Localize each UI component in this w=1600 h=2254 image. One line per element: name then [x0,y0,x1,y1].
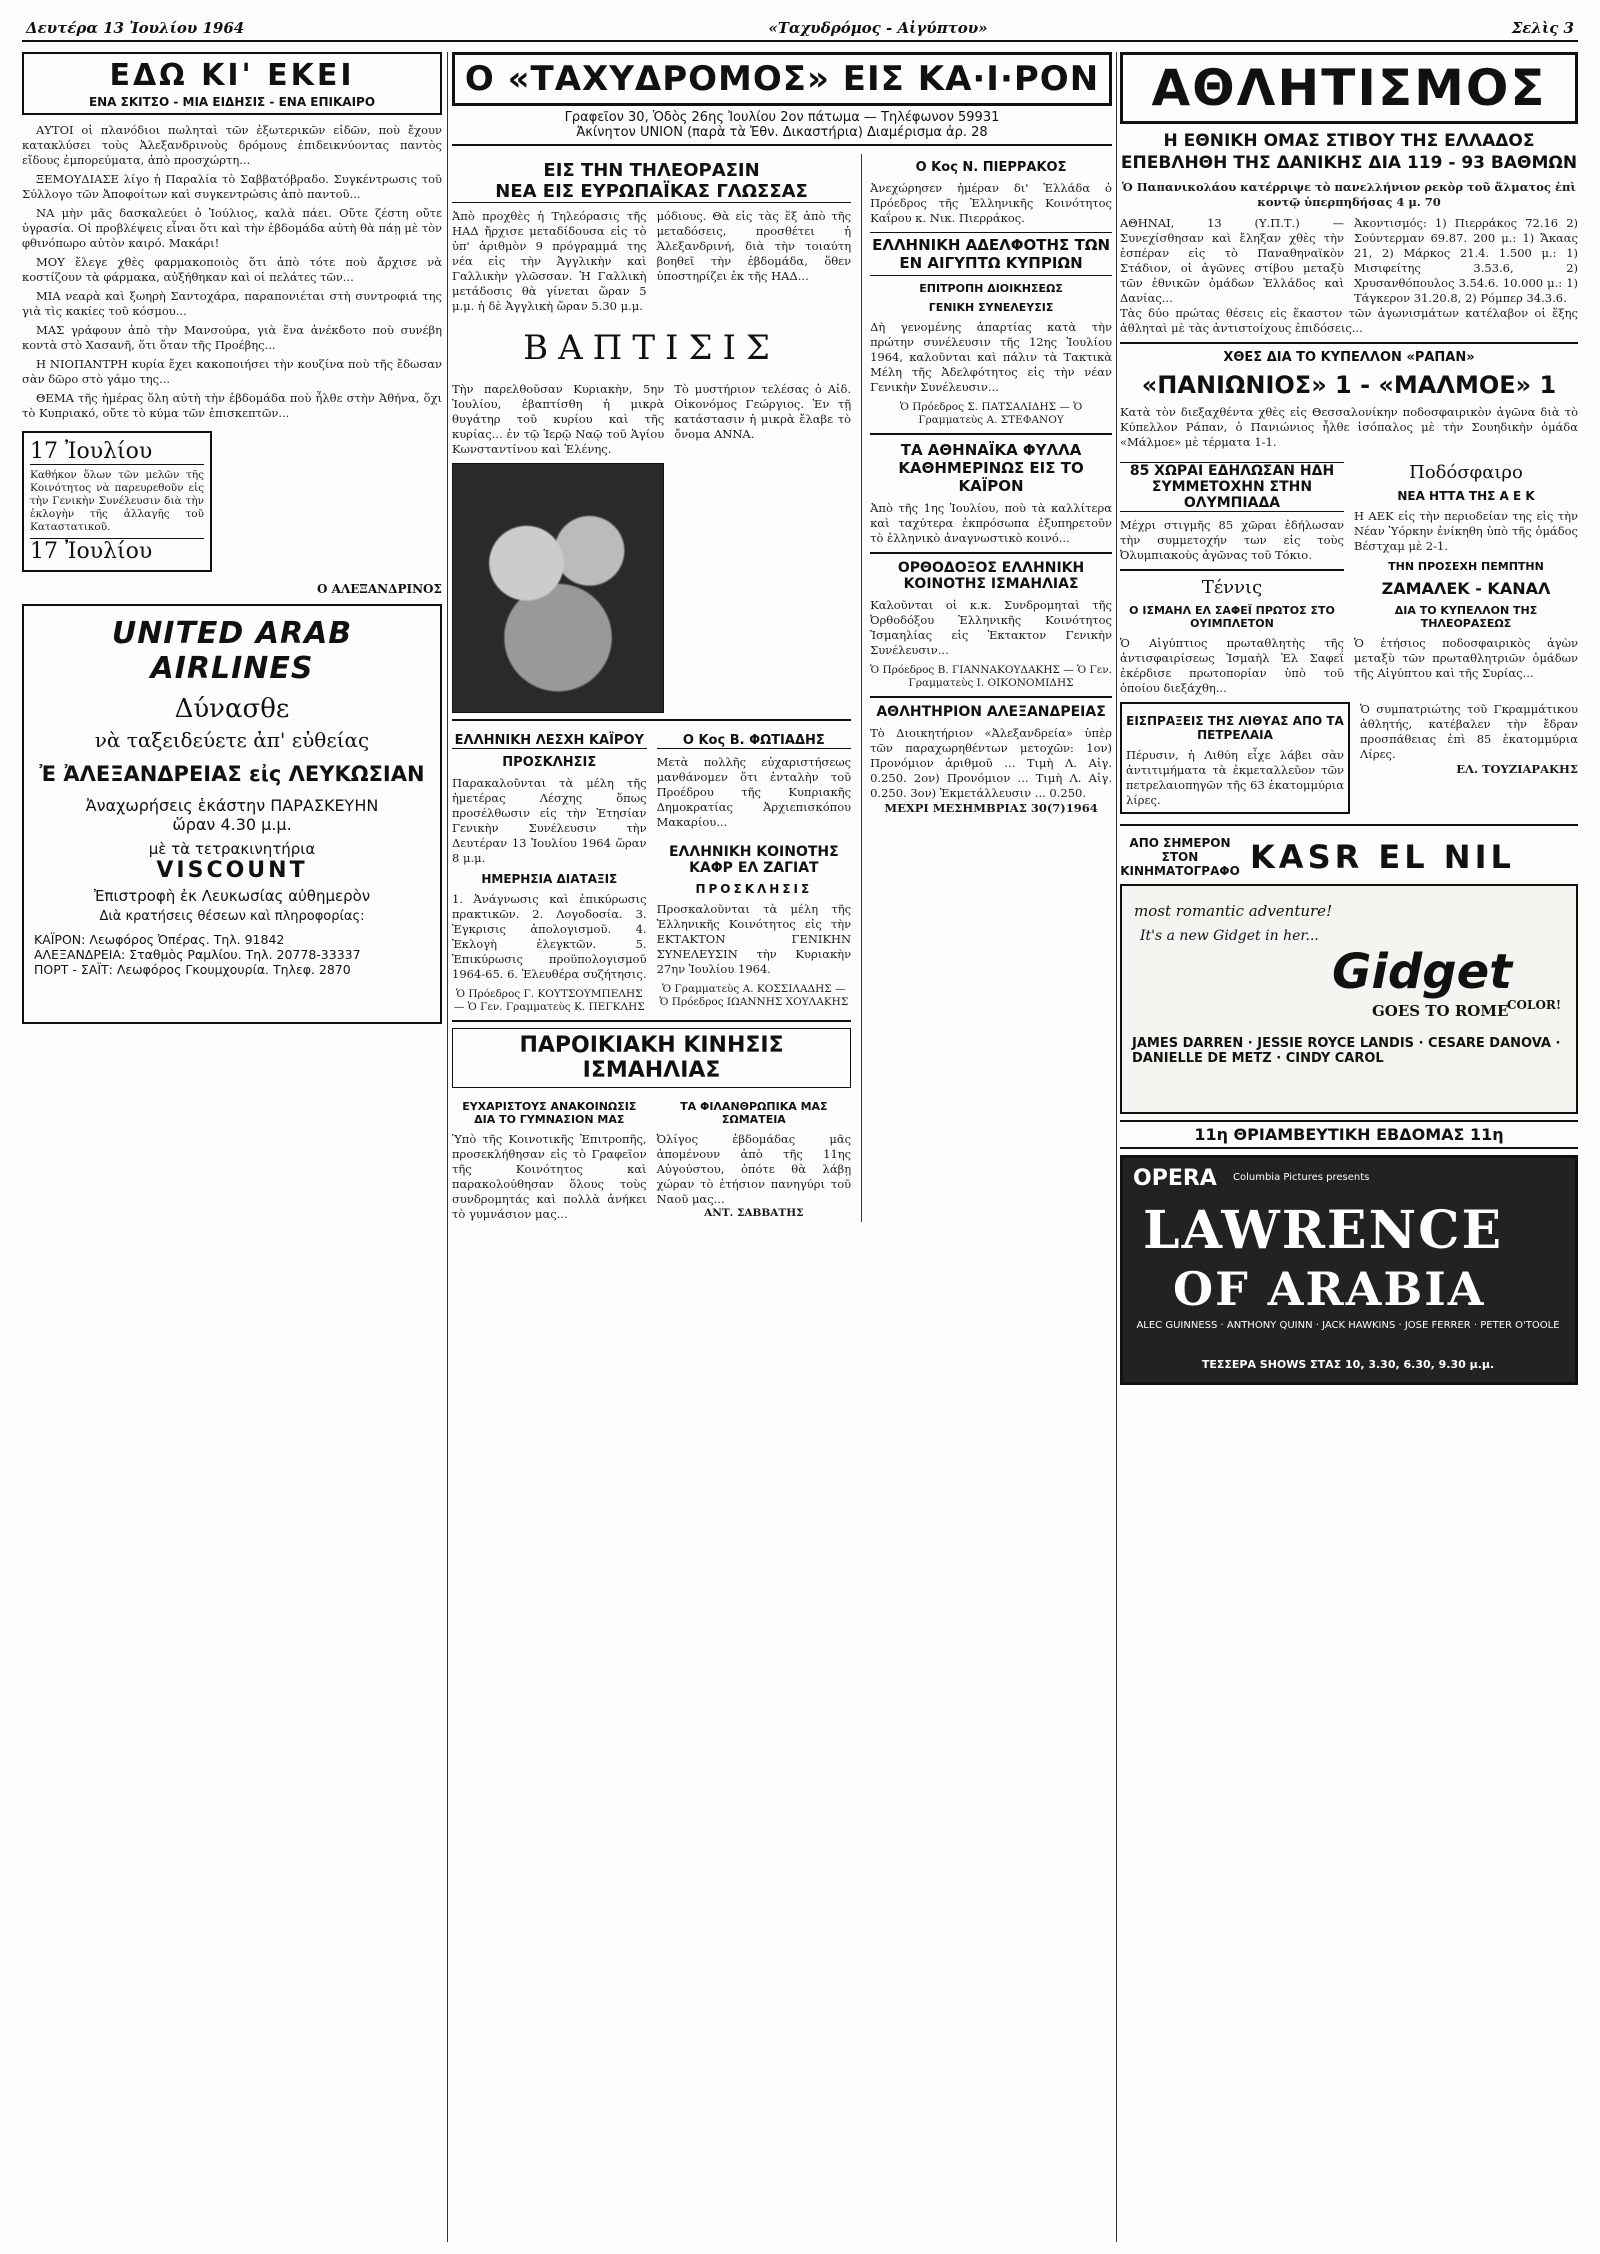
lesxi-title: ΕΛΛΗΝΙΚΗ ΛΕΣΧΗ ΚΑΪΡΟΥ [452,733,647,749]
sports-text: ΑΘΗΝΑΙ, 13 (Υ.Π.Τ.) — Συνεχίσθησαν καὶ ἔληξαν χθὲς τὴν ἑσπέραν εἰς τὸ Παναθηναϊκὸν Στάδιον, οἱ ἀγῶνες στίβου μεταξὺ τῶν ἐθνικῶν ὁμάδων Ἑλλάδος καὶ Δανίας... [1120,216,1344,305]
uaa-contact: ΠΟΡΤ - ΣΑΪΤ: Λεωφόρος Γκουμχουρία. Τηλεφ. 2870 [34,962,351,977]
rapan-cup-title: ΧΘΕΣ ΔΙΑ ΤΟ ΚΥΠΕΛΛΟΝ «ΡΑΠΑΝ» [1223,350,1475,365]
paragraph: ΘΕΜΑ τῆς ἡμέρας ὅλη αὐτὴ τὴν ἑβδομάδα ποὺ ἦλθε στὴν Ἀθήνα, ὅχι τὸ Κυπριακό, οὔτε τὸ κύμα τῶν ἐπισκεπτῶν... [22,391,442,420]
film-shows: ΤΕΣΣΕΡΑ SHOWS ΣΤΑΣ 10, 3.30, 6.30, 9.30 μ.μ. [1201,1358,1495,1371]
lesxi-agenda: 1. Ἀνάγνωσις καὶ ἐπικύρωσις πρακτικῶν. 2. Λογοδοσία. 3. Ἐγκρισις ἀπολογισμοῦ. 4. Ἐκλογὴ ἐλεγκτῶν. 5. Ἐπικύρωσις προϋπολογισμοῦ 1964-65. 6. Ἐλευθέρα συζήτησις. [452,892,647,981]
header-page: Σελὶς 3 [1511,19,1574,37]
column-center [452,52,1112,2242]
uaa-line: Ἐπιστροφὴ ἐκ Λευκωσίας αὐθημερὸν [93,887,371,905]
author-signature: Ο ΑΛΕΞΑΝΔΡΙΝΟΣ [317,582,442,596]
page-header [22,12,1578,42]
uaa-contact: ΑΛΕΞΑΝΔΡΕΙΑ: Σταθμὸς Ραμλίου. Τηλ. 20778-33337 [34,947,361,962]
paragraph: Η ΝΙΟΠΑΝΤΡΗ κυρία ἔχει κακοποιήσει τὴν κουζίνα ποὺ τῆς ἔδωσαν σὰν δῶρο στὸ γάμο της... [22,357,442,386]
cairo-masthead [452,52,1112,106]
paragraph: ΑΥΤΟΙ οἱ πλανόδιοι πωληταὶ τῶν ἐξωτερικῶν εἰδῶν, ποὺ ἔχουν κατακλύσει τοὺς Ἀλεξανδρινοὺς δρόμους ἐπιδεικνύοντας παντὸς εἴδους ἐμπορεύματα, ἀπὸ προσχώρτη... [22,123,442,167]
uaa-line: ὥραν 4.30 μ.μ. [172,815,292,834]
date-notice-text: Καθήκον ὅλων τῶν μελῶν τῆς Κοινότητος νὰ παρευρεθοῦν εἰς τὴν Γενικὴν Συνέλευσιν διὰ τὴν ἐκλογὴν τῆς ἀλλαγῆς τοῦ Καταστατικοῦ. [30,469,204,533]
edo-kiekei-title: ΕΔΩ ΚΙ' ΕΚΕΙ [109,58,355,93]
libya-title: ΕΙΣΠΡΑΞΕΙΣ ΤΗΣ ΛΙΘΥΑΣ ΑΠΟ ΤΑ ΠΕΤΡΕΛΑΙΑ [1126,714,1344,742]
film-cast: ALEC GUINNESS · ANTHONY QUINN · JACK HAWKINS · JOSE FERRER · PETER O'TOOLE [1136,1320,1560,1331]
orthodox-title: ΟΡΘΟΔΟΞΟΣ ΕΛΛΗΝΙΚΗ ΚΟΙΝΟΤΗΣ ΙΣΜΑΗΛΙΑΣ [897,560,1085,592]
fyla-title: ΤΑ ΑΘΗΝΑΪΚΑ ΦΥΛΛΑ ΚΑΘΗΜΕΡΙΝΩΣ ΕΙΣ ΤΟ ΚΑΪΡΟΝ [898,441,1084,495]
tennis-text: Ὁ Αἰγύπτιος πρωταθλητὴς τῆς ἀντισφαιρίσεως Ἰσμαὴλ Ἐλ Σαφεΐ ἐκέρδισε πρωτοπορίαν ὑπὸ τοῦ ὁποίου διεξάχθη... [1120,636,1344,695]
adelfotis-subtitle-2: ΓΕΝΙΚΗ ΣΥΝΕΛΕΥΣΙΣ [928,301,1054,314]
ismailia-subtitle-2: ΤΑ ΦΙΛΑΝΘΡΩΠΙΚΑ ΜΑΣ ΣΩΜΑΤΕΙΑ [680,1100,828,1126]
tennis-subtitle: Ο ΙΣΜΑΗΛ ΕΛ ΣΑΦΕΪ ΠΡΩΤΟΣ ΣΤΟ ΟΥΙΜΠΛΕΤΟΝ [1129,604,1335,630]
baptism-photo [452,463,664,713]
baptisis-title: ΒΑΠΤΙΣΙΣ [523,328,780,368]
koinotis-text: Προσκαλοῦνται τὰ μέλη τῆς Ἑλληνικῆς Κοινότητος εἰς τὴν ΕΚΤΑΚΤΟΝ ΓΕΝΙΚΗΝ ΣΥΝΕΛΕΥΣΙΝ τὴν Κυριακὴν 27ην Ἰουλίου 1964. [656,902,852,976]
ismailia-subtitle: ΕΥΧΑΡΙΣΤΟΥΣ ΑΝΑΚΟΙΝΩΣΙΣ ΔΙΑ ΤΟ ΓΥΜΝΑΣΙΟΝ ΜΑΣ [462,1100,637,1126]
tv-headline-2: ΝΕΑ ΕΙΣ ΕΥΡΩΠΑΪΚΑΣ ΓΛΩΣΣΑΣ [495,181,808,202]
soccer-subtitle: ΝΕΑ ΗΤΤΑ ΤΗΣ Α Ε Κ [1397,489,1535,503]
gidget-color: COLOR! [1507,998,1562,1012]
paragraph: ΞΕΜΟΥΔΙΑΣΕ λίγο ἡ Παραλία τὸ Σαββατόβραδο. Συγκέντρωσις τοῦ Σύλλογο τῶν Ἀποφοίτων καὶ συγκεντρώσις ἀπὸ παντοῦ... [22,172,442,201]
pierrakos-title: Ο Κος Ν. ΠΙΕΡΡΑΚΟΣ [915,160,1067,175]
lawrence-of-arabia-ad [1120,1155,1578,1385]
fotiadis-title: Ο Κος Β. ΦΩΤΙΑΔΗΣ [657,733,852,749]
olympics-title: 85 ΧΩΡΑΙ ΕΔΗΛΩΣΑΝ ΗΔΗ ΣΥΜΜΕΤΟΧΗΝ ΣΤΗΝ ΟΛΥΜΠΙΑΔΑ [1120,462,1344,512]
paragraph: ΜΑΣ γράφουν ἀπὸ τὴν Μανσούρα, γιὰ ἕνα ἀνέκδοτο ποὺ συνέβη κοντὰ στὸ Χασανῆ, ὅτι ὅταν τῆς Προέβης... [22,323,442,352]
orthodox-signature: Ὁ Πρόεδρος Β. ΓΙΑΝΝΑΚΟΥΔΑΚΗΣ — Ὁ Γεν. Γραμματεὺς Ι. ΟΙΚΟΝΟΜΙΔΗΣ [870,664,1112,689]
masthead-address: Γραφεῖον 30, Ὁδὸς 26ης Ἰουλίου 2ον πάτωμα — Τηλέφωνον 59931 [564,110,1000,125]
fyla-text: Ἀπὸ τῆς 1ης Ἰουλίου, ποὺ τὰ καλλίτερα καὶ ταχύτερα ἐκπρόσωπα ἐξυπηρετοῦν τὸ ἑλληνικὸ ἀναγνωστικὸ κοινό... [870,501,1112,545]
gidget-title: Gidget [1332,944,1513,1000]
olympics-text: Μέχρι στιγμῆς 85 χῶραι ἐδήλωσαν τὴν συμμετοχήν των εἰς τοὺς Ὀλυμπιακοὺς ἀγῶνας τοῦ Τόκιο. [1120,518,1344,562]
uaa-route: Ἐ ἈΛΕΞΑΝΔΡΕΙΑΣ εἰς ΛΕΥΚΩΣΙΑΝ [39,762,425,786]
uaa-line: μὲ τὰ τετρακινητήρια [148,840,316,858]
soccer-subtitle-2: ΤΗΝ ΠΡΟΣΕΧΗ ΠΕΜΠΤΗΝ [1388,560,1544,573]
date-notice-footer: 17 Ἰουλίου [30,538,204,564]
date-notice-box [22,431,212,572]
column-rule [1116,52,1117,2242]
column-right [1120,52,1578,2242]
uaa-line: νὰ ταξειδεύετε ἀπ' εὐθείας [94,728,370,752]
opera-presents: Columbia Pictures presents [1233,1172,1370,1183]
tennis-title: Τέννις [1201,577,1263,598]
gidget-ad [1120,884,1578,1114]
newspaper-page [22,12,1578,2242]
tv-text: Ἀπὸ προχθὲς ἡ Τηλεόρασις τῆς ΗΑΔ ἤρχισε μεταδίδουσα εἰς τὸ ὑπ' ἀριθμὸν 9 πρόγραμμά της νέα εἰς τὴν Ἀγγλικὴν καὶ Γαλλικὴν γλῶσσαν. Ἡ Γαλλικὴ μετάδοσις θὰ γίνεται ὥραν 5 μ.μ. ἡ δὲ Ἀγγλικὴ ὥραν 5.30 μ.μ. [452,209,647,313]
gidget-cast: JAMES DARREN · JESSIE ROYCE LANDIS · CESARE DANOVA · DANIELLE DE METZ · CINDY CAROL [1132,1036,1561,1066]
soccer-text: Η ΑΕΚ εἰς τὴν περιοδείαν της εἰς τὴν Νέαν Ὑόρκην ἐνίκηθη ὑπὸ τῆς ὁμάδος Βέστχαμ μὲ 2-1. [1354,509,1578,553]
film-week-banner: 11η ΘΡΙΑΜΒΕΥΤΙΚΗ ΕΒΔΟΜΑΣ 11η [1120,1120,1578,1149]
rapan-cup-score: «ΠΑΝΙΩΝΙΟΣ» 1 - «ΜΑΛΜΟΕ» 1 [1141,371,1557,399]
sports-results: Ἀκοντισμός: 1) Πιερράκος 72.16 2) Σούντερμαν 69.87. 200 μ.: 1) Ἄκαας 21, 2) Μάρκος 21.4. 1.500 μ.: 1) Μισιφείτης 3.53.6, 2) Χρυσανθόπουλος 3.54.6. 10.000 μ.: 1) Τάγκερον 31.20.8, 2) Ρόμπερ 34.3.6. [1354,216,1578,305]
tv-headline [452,160,851,203]
koinotis-title: ΕΛΛΗΝΙΚΗ ΚΟΙΝΟΤΗΣ ΚΑΦΡ ΕΛ ΖΑΓΙΑΤ [668,844,839,876]
adelfotis-text: Δὴ γενομένης ἀπαρτίας κατὰ τὴν πρώτην συνέλευσιν τῆς 12ης Ἰουλίου 1964, καλοῦνται καὶ πάλιν τὰ Τακτικὰ Μέλη τῆς Ἀδελφότητος εἰς τὴν νέαν Γενικὴν Συνέλευσιν... [870,320,1112,394]
paragraph: ΜΙΑ νεαρὰ καὶ ξωηρὴ Σαντοχάρα, παραπονιέται στὴ συντροφιά της γιὰ τὶς κακίες τοῦ κόσμου... [22,289,442,318]
uaa-line: Δύνασθε [174,694,290,724]
soccer-subtitle-3: ΔΙΑ ΤΟ ΚΥΠΕΛΛΟΝ ΤΗΣ ΤΗΛΕΟΡΑΣΕΩΣ [1394,604,1538,630]
united-arab-airlines-ad [22,604,442,1024]
alexandria-text: Τὸ Διοικητήριον «Ἀλεξανδρεία» ὑπὲρ τῶν παραχωρηθέντων μετοχῶν: 1ον) Προνόμιον ἀριθμοῦ ... Τιμὴ Λ. Αἰγ. 0.250. 2ον) Προνόμιον ... Τιμὴ Λ. Αἰγ. 0.250. 3ον) Ἐκμετάλλευσιν ... 0.250. [870,726,1112,800]
cinema-heading: ΑΠΟ ΣΗΜΕΡΟΝ ΣΤΟΝ ΚΙΝΗΜΑΤΟΓΡΑΦΟ [1120,836,1240,878]
koinotis-subtitle: ΠΡΟΣΚΛΗΣΙΣ [695,882,813,896]
column-rule [447,52,448,2242]
sports-subheadline: Ὁ Παπανικολάου κατέρριψε τὸ πανελλήνιον ρεκὸρ τοῦ ἅλματος ἐπὶ κοντῷ ὑπερπηδήσας 4 μ. 70 [1122,180,1576,209]
gidget-tagline: most romantic adventure! [1134,902,1333,920]
sports-text: Ὁ συμπατριώτης τοῦ Γκραμμάτικου ἀθλητής, κατέβαλεν τὴν ἔδραν προσπάθειας ἐπὶ 85 ἑκατομμύρια Λίρες. [1360,702,1578,761]
film-title-2: OF ARABIA [1173,1262,1486,1316]
ismailia-signature: ΑΝΤ. ΣΑΒΒΑΤΗΣ [704,1207,804,1219]
ismailia-text-2: Ὀλίγος ἐβδομάδας μᾶς ἀπομένουν ἀπὸ τῆς 11ης Αὐγούστου, ὁπότε θὰ λάβῃ χώραν τὸ ἐτήσιον πανηγύρι τοῦ Ναοῦ μας... [656,1132,852,1206]
adelfotis-subtitle: ΕΠΙΤΡΟΠΗ ΔΙΟΙΚΗΣΕΩΣ [919,282,1063,295]
uaa-line: Ἀναχωρήσεις ἑκάστην ΠΑΡΑΣΚΕΥΗΝ [85,796,379,815]
baptisis-text: Τὴν παρελθοῦσαν Κυριακὴν, 5ην Ἰουλίου, ἐβαπτίσθη ἡ μικρὰ θυγάτηρ τοῦ κυρίου καὶ τῆς κυρίας... ἐν τῷ Ἱερῷ Ναῷ τοῦ Ἁγίου Κωνσταντίνου καὶ Ἑλένης. [452,382,665,456]
edo-kiekei-text [22,123,442,421]
uaa-aircraft: VISCOUNT [156,858,308,883]
pierrakos-text: Ἀνεχώρησεν ἡμέραν δι' Ἑλλάδα ὁ Πρόεδρος τῆς Ἑλληνικῆς Κοινότητος Καΐρου κ. Νικ. Πιερράκος. [870,181,1112,225]
opera-logo: OPERA [1133,1166,1217,1191]
sports-title: ΑΘΛΗΤΙΣΜΟΣ [1151,59,1547,117]
lesxi-agenda-title: ΗΜΕΡΗΣΙΑ ΔΙΑΤΑΞΙΣ [481,872,618,886]
alexandria-title: ΑΘΛΗΤΗΡΙΟΝ ΑΛΕΞΑΝΔΡΕΙΑΣ [876,704,1106,720]
orthodox-text: Καλοῦνται οἱ κ.κ. Συνδρομηταὶ τῆς Ὀρθοδόξου Ἑλληνικῆς Κοινότητος Ἰσμαηλίας εἰς Ἐκτακτον Γενικὴν Συνέλευσιν... [870,598,1112,657]
uaa-contact: ΚΑΪΡΟΝ: Λεωφόρος Ὀπέρας. Τηλ. 91842 [34,932,285,947]
cairo-masthead-title: Ο «ΤΑΧΥΔΡΟΜΟΣ» ΕΙΣ ΚΑ·Ι·ΡΟΝ [464,59,1100,99]
edo-kiekei-subtitle: ΕΝΑ ΣΚΙΤΣΟ - ΜΙΑ ΕΙΔΗΣΙΣ - ΕΝΑ ΕΠΙΚΑΙΡΟ [88,95,376,109]
film-title-1: LAWRENCE [1143,1200,1504,1261]
ismailia-text: Ὑπὸ τῆς Κοινοτικῆς Ἐπιτροπῆς, προσεκλήθησαν εἰς τὸ Γραφεῖον τῆς Κοινότητος καὶ παρακολούθησαν ὅλους τοὺς συνδρομητάς καὶ πολλὰ ἀνήκει τὸ γυμνάσιον μας... [452,1132,647,1221]
lesxi-signature: Ὁ Πρόεδρος Γ. ΚΟΥΤΣΟΥΜΠΕΛΗΣ — Ὁ Γεν. Γραμματεὺς Κ. ΠΕΓΚΛΗΣ [453,988,645,1013]
paragraph: ΝΑ μὴν μᾶς δασκαλεύει ὁ Ἰούλιος, καλὰ πάει. Οὔτε ζέστη οὔτε ὑγρασία. Οἱ προβλέψεις εἶναι ὅτι καὶ τὴν ἑβδομάδα αὐτὴ θὰ πάῃ μὲ τὸν φθινόπωρο αὐτὸν καιρό. Μακάρι! [22,206,442,250]
ismailia-title: ΠΑΡΟΙΚΙΑΚΗ ΚΙΝΗΣΙΣ ΙΣΜΑΗΛΙΑΣ [452,1028,851,1088]
sports-text: Τὰς δύο πρώτας θέσεις εἰς ἕκαστον τῶν ἀγωνισμάτων κατέλαβον οἱ ἕξης ἀθληταὶ μὲ τὰς ἀντιστοίχους ἐπιδόσεις... [1120,306,1578,335]
soccer-match: ΖΑΜΑΛΕΚ - ΚΑΝΑΛ [1381,579,1551,598]
baptisis-text: Τὸ μυστήριον τελέσας ὁ Αἰδ. Οἰκονόμος Γεώργιος. Ἐν τῇ κατάστασιν ἡ μικρὰ ἔλαβε τὸ ὄνομα ΑΝΝΑ. [674,382,852,441]
adelfotis-signature: Ὁ Πρόεδρος Σ. ΠΑΤΣΑΛΙΔΗΣ — Ὁ Γραμματεὺς Α. ΣΤΕΦΑΝΟΥ [899,401,1083,426]
tv-headline-1: ΕΙΣ ΤΗΝ ΤΗΛΕΟΡΑΣΙΝ [543,160,760,181]
uaa-title: UNITED ARAB AIRLINES [111,616,353,686]
sports-signature: ΕΛ. ΤΟΥΖΙΑΡΑΚΗΣ [1456,762,1578,776]
lesxi-text: Παρακαλοῦνται τὰ μέλη τῆς ἡμετέρας Λέσχης ὅπως προσέλθωσιν εἰς τὴν Ἐτησίαν Γενικὴν Συνέλευσιν τὴν Δευτέραν 13 Ἰουλίου 1964 ὥραν 8 μ.μ. [452,776,647,865]
uaa-line: Διὰ κρατήσεις θέσεων καὶ πληροφορίας: [99,909,365,924]
paragraph: ΜΟΥ ἔλεγε χθὲς φαρμακοποιὸς ὅτι ἀπὸ τότε ποὺ ἄρχισε νὰ κοστίζουν τὰ φάρμακα, αὐξήθηκαν καὶ οἱ πελάτες τῶν... [22,255,442,284]
date-notice-title: 17 Ἰουλίου [30,439,204,465]
rapan-cup-text: Κατὰ τὸν διεξαχθέντα χθὲς εἰς Θεσσαλονίκην ποδοσφαιρικὸν ἀγῶνα διὰ τὸ Κύπελλον Ράπαν, ὁ Πανιώνιος ἦλθε ἰσόπαλος μὲ τὴν Σουηδικὴν ὁμάδα «Μάλμοε» μὲ τέρματα 1-1. [1120,405,1578,449]
header-date: Δευτέρα 13 Ἰουλίου 1964 [26,19,245,37]
edo-kiekei-header [22,52,442,115]
fotiadis-text: Μετὰ πολλῆς εὐχαριστήσεως μανθάνομεν ὅτι ἐνταλὴν τοῦ Προέδρου τῆς Κυπριακῆς Δημοκρατίας Ἀρχιεπισκόπου Μακαρίου... [656,755,852,829]
sports-headline: Η ΕΘΝΙΚΗ ΟΜΑΣ ΣΤΙΒΟΥ ΤΗΣ ΕΛΛΑΔΟΣ ΕΠΕΒΛΗΘΗ ΤΗΣ ΔΑΝΙΚΗΣ ΔΙΑ 119 - 93 ΒΑΘΜΩΝ [1120,131,1578,173]
lesxi-subtitle: ΠΡΟΣΚΛΗΣΙΣ [502,755,597,770]
masthead-address: Ἀκίνητον UNION (παρὰ τὰ Ἐθν. Δικαστήρια) Διαμέρισμα ἀρ. 28 [452,125,1112,146]
column-left [22,52,442,2242]
cinema-name: KASR EL NIL [1250,838,1515,876]
soccer-title: Ποδόσφαιρο [1409,462,1523,483]
libya-box [1120,702,1350,814]
adelfotis-title: ΕΛΛΗΝΙΚΗ ΑΔΕΛΦΟΤΗΣ ΤΩΝ ΕΝ ΑΙΓΥΠΤΩ ΚΥΠΡΙΩΝ [870,232,1112,276]
koinotis-signature: Ὁ Γραμματεὺς Α. ΚΟΣΣΙΛΑΔΗΣ — Ὁ Πρόεδρος ΙΩΑΝΝΗΣ ΧΟΥΛΑΚΗΣ [659,983,849,1008]
tv-text: μόδιους. Θὰ εἰς τὰς ἕξ ἀπὸ τῆς μεταδόσεις, προσθέτει ἡ Ἀλεξανδρινή, διὰ τὴν τοιαύτη βοηθεῖ τὴν ἐβδομάδα, ὅθεν ὑποστηρίζει ἐκ τῆς ΗΑΔ... [656,209,852,283]
sports-banner [1120,52,1578,124]
gidget-tagline-2: It's a new Gidget in her... [1140,928,1319,944]
alexandria-deadline: ΜΕΧΡΙ ΜΕΣΗΜΒΡΙΑΣ 30(7)1964 [884,801,1098,815]
header-paper: «Ταχυδρόμος - Αἰγύπτου» [768,19,988,37]
gidget-subtitle: GOES TO ROME [1372,1002,1509,1020]
soccer-text: Ὁ ἐτήσιος ποδοσφαιρικὸς ἀγὼν μεταξὺ τῶν πρωταθλητριῶν ὁμάδων τῆς Αἰγύπτου καὶ τῆς Συρίας... [1354,636,1578,680]
libya-text: Πέρυσιν, ἡ Λιθύη εἶχε λάβει σὰν ἀντιτιμήματα τὰ ἐκμεταλλεῦον τῶν πετρελαιοπηγῶν τῆς 63 ἑκατομμύρια λίρες. [1126,748,1344,807]
